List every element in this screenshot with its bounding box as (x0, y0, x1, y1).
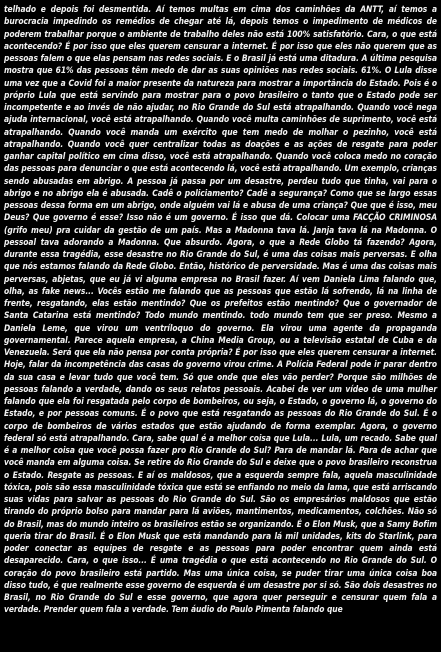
body-text: telhado e depois foi desmentida. Aí temos multas em cima dos caminhões da ANTT, aí temos a burocracia impedindo os remédios de chegar até lá, depois temos o impedimento de médicos de poderem trabalhar porque o ambiente de trabalho deles não está 100% satisfatório. Cara, o que está acontecendo? É por isso que eles querem censurar a internet. É por isso que eles não querem que as pessoas falem o que elas pensam nas redes sociais. E o Brasil já está uma ditadura. A última pesquisa mostra que 61% das pessoas têm medo de dar as suas opiniões nas redes sociais. 61%. O Lula disse uma vez que a Covid foi a maior presente da natureza para mostrar a importância do Estado. Pois é o próprio Lula que está servindo para mostrar para o povo brasileiro o tanto que o Estado pode ser incompetente e ao invés de não ajudar, no Rio Grande do Sul está atrapalhando. Quando você nega ajuda internacional, você está atrapalhando. Quando você multa caminhões de suprimento, você está atrapalhando. Quando você manda um exército que tem medo de molhar o pezinho, você está atrapalhando. Quando você quer centralizar todas as doações e as ações de resgate para poder ganhar capital político em cima disso, você está atrapalhando. Quando você coloca medo no coração das pessoas para denunciar o que está acontecendo lá, você está atrapalhando. Um exemplo, crianças sendo abusadas em abrigo. A pessoa já passa por um desastre, perdeu tudo que tinha, vai para o abrigo e no abrigo ela é abusada. Cadê o policiamento? Cadê a segurança? Como que se largo essas pessoas dessa forma em um abrigo, onde alguém vai lá e abusa de uma criança? Que que é isso, meu Deus? Que governo é esse? Isso não é um governo. É isso que dá. Colocar uma FACÇÃO CRIMINOSA (grifo meu) pra cuidar da gestão de um país. Mas a Madonna tava lá. Janja tava lá na Madonna. O pessoal tava adorando a Madonna. Que absurdo. Agora, o que a Rede Globo tá fazendo? Agora, durante essa tragédia, esse desastre no Rio Grande do Sul, é uma das coisas mais perversas. E olha que nós estamos falando da Rede Globo. Então, histórico de perversidade. Mas é uma das coisas mais perversas, abjetas, que eu já vi alguma empresa no Brasil fazer. Aí vem Daniela Lima falando que, olha, as fake news... Vocês estão me falando que as pessoas que estão lá sofrendo, lá na linha de frente, resgatando, elas estão mentindo? Que os prefeitos estão mentindo? Que o governador de Santa Catarina está mentindo? Todo mundo mentindo. todo mundo tem que ser preso. Mesmo a Daniela Leme, que virou um ventríloquo do governo. Ela virou uma agente da propaganda governamental. Parece aquela empresa, a China Media Group, ou a televisão estatal de Cuba e da Venezuela. Será que ela não pensa por conta própria? É por isso que eles querem censurar a internet. Hoje, falar da incompetência das casas do governo virou crime. A Polícia Federal pode ir parar dentro da sua casa e levar tudo que você tem. Só que onde que eles vão perder? Porque são milhões de pessoas falando a verdade, dando os seus relatos pessoais. Acabei de ver um vídeo de uma mulher falando que ela foi resgatada pelo corpo de bombeiros, ou seja, o Estado, o governo lá, o governo do Estado, e por pessoas comuns. É o povo que está resgatando as pessoas do Rio Grande do Sul. É o corpo de bombeiros de vários estados que estão ajudando de forma exemplar. Agora, o governo federal só está atrapalhando. Cara, sabe qual é a melhor coisa que Lula... Lula, um recado. Sabe qual é a melhor coisa que você possa fazer pro Rio Grande do Sul? Para de mandar lá. Para de achar que você manda em alguma coisa. Se retire do Rio Grande do Sul e deixe que o povo brasileiro reconstrua o Estado. Resgate as pessoas. E aí os maldosos, que a esquerda sempre fala, aquela masculinidade tóxica, pois são essa masculinidade tóxica que está se enfiando no meio da lama, que está arriscando suas vidas para salvar as pessoas do Rio Grande do Sul. São os empresários maldosos que estão tirando do próprio bolso para mandar para lá aviões, mantimentos, medicamentos, colchões. Não só do Brasil, mas do mundo inteiro os brasileiros estão se organizando. É o Elon Musk, que a Samy Bofim queria tirar do Brasil. É o Elon Musk que está mandando para lá mil unidades, kits do Starlink, para poder conectar as equipes de resgate e as pessoas para poder encontrar quem ainda está desaparecido. Cara, o que isso... É uma tragédia o que está acontecendo no Rio Grande do Sul. O coração do povo brasileiro está partido. Mas uma única coisa, se puder tirar uma única coisa boa disso tudo, é que realmente esse governo de esquerda é um desastre por si só. São dois desastres no Brasil, no Rio Grande do Sul e esse governo, que agora quer perseguir e censurar quem fala a verdade. Prender quem fala a verdade. Tem áudio do Paulo Pimenta falando que (4, 4, 437, 615)
